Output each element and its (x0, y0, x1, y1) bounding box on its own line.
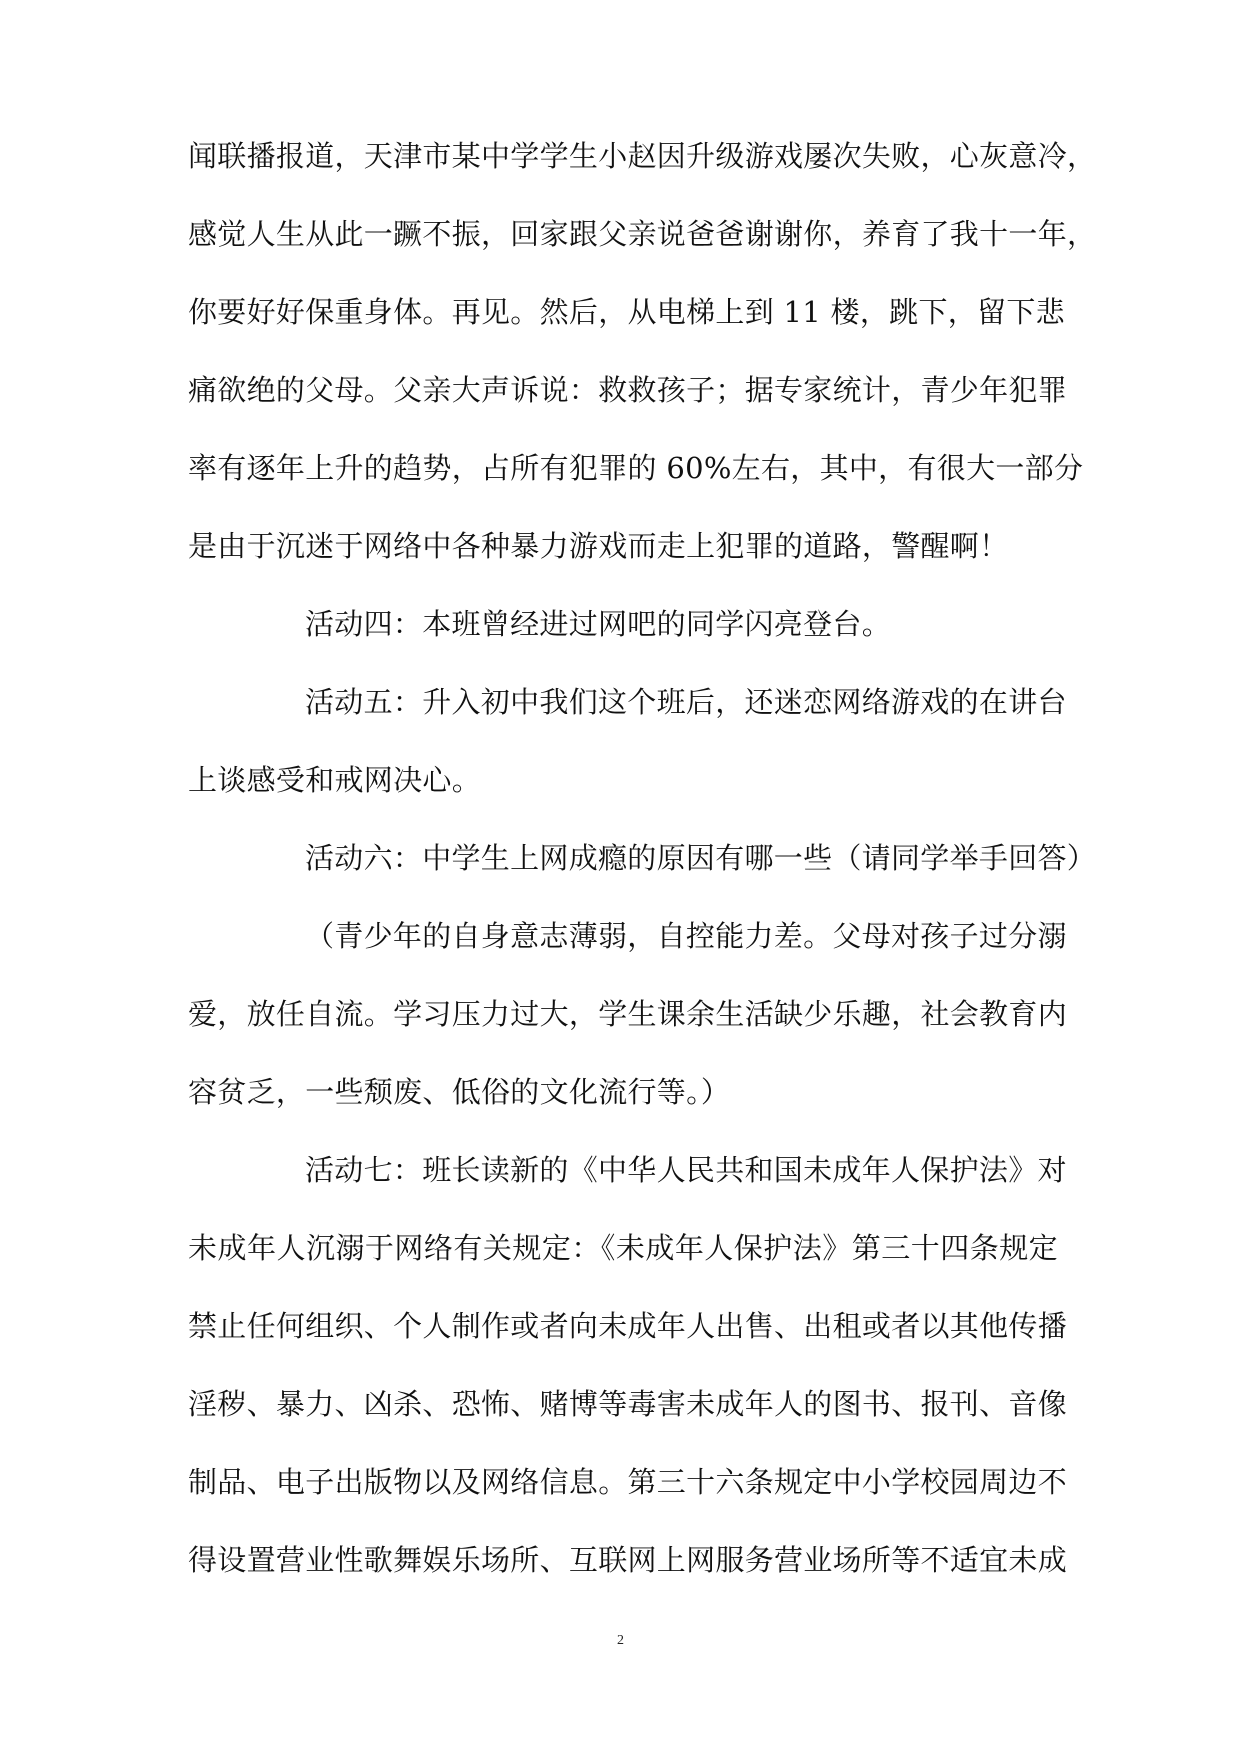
text-line: 禁止任何组织、个人制作或者向未成年人出售、出租或者以其他传播 (188, 1309, 1068, 1343)
text-line: 感觉人生从此一蹶不振，回家跟父亲说爸爸谢谢你，养育了我十一年， (188, 217, 1097, 251)
text-line: 未成年人沉溺于网络有关规定：《未成年人保护法》第三十四条规定 (188, 1231, 1058, 1265)
text-line: 容贫乏，一些颓废、低俗的文化流行等。） (188, 1075, 731, 1109)
activity-five: 活动五：升入初中我们这个班后，还迷恋网络游戏的在讲台 (305, 685, 1067, 719)
text-line: 淫秽、暴力、凶杀、恐怖、赌博等毒害未成年人的图书、报刊、音像 (188, 1387, 1068, 1421)
text-line: 痛欲绝的父母。父亲大声诉说：救救孩子；据专家统计，青少年犯罪 (188, 373, 1068, 407)
text-line: 得设置营业性歌舞娱乐场所、互联网上网服务营业场所等不适宜未成 (188, 1543, 1068, 1577)
text-line: 率有逐年上升的趋势，占所有犯罪的 60%左右，其中，有很大一部分 (188, 451, 1084, 485)
activity-six-answer: （青少年的自身意志薄弱，自控能力差。父母对孩子过分溺 (305, 919, 1067, 953)
text-line: 制品、电子出版物以及网络信息。第三十六条规定中小学校园周边不 (188, 1465, 1068, 1499)
text-line: 上谈感受和戒网决心。 (188, 763, 482, 797)
page-number: 2 (617, 1633, 624, 1648)
activity-four: 活动四：本班曾经进过网吧的同学闪亮登台。 (305, 607, 892, 641)
activity-six: 活动六：中学生上网成瘾的原因有哪一些（请同学举手回答） (305, 841, 1097, 875)
text-line: 是由于沉迷于网络中各种暴力游戏而走上犯罪的道路，警醒啊！ (188, 529, 1009, 563)
text-line: 闻联播报道，天津市某中学学生小赵因升级游戏屡次失败，心灰意冷， (188, 139, 1097, 173)
text-line: 爱，放任自流。学习压力过大，学生课余生活缺少乐趣，社会教育内 (188, 997, 1068, 1031)
text-line: 你要好好保重身体。再见。然后，从电梯上到 11 楼，跳下，留下悲 (188, 295, 1065, 329)
activity-seven: 活动七：班长读新的《中华人民共和国未成年人保护法》对 (305, 1153, 1067, 1187)
